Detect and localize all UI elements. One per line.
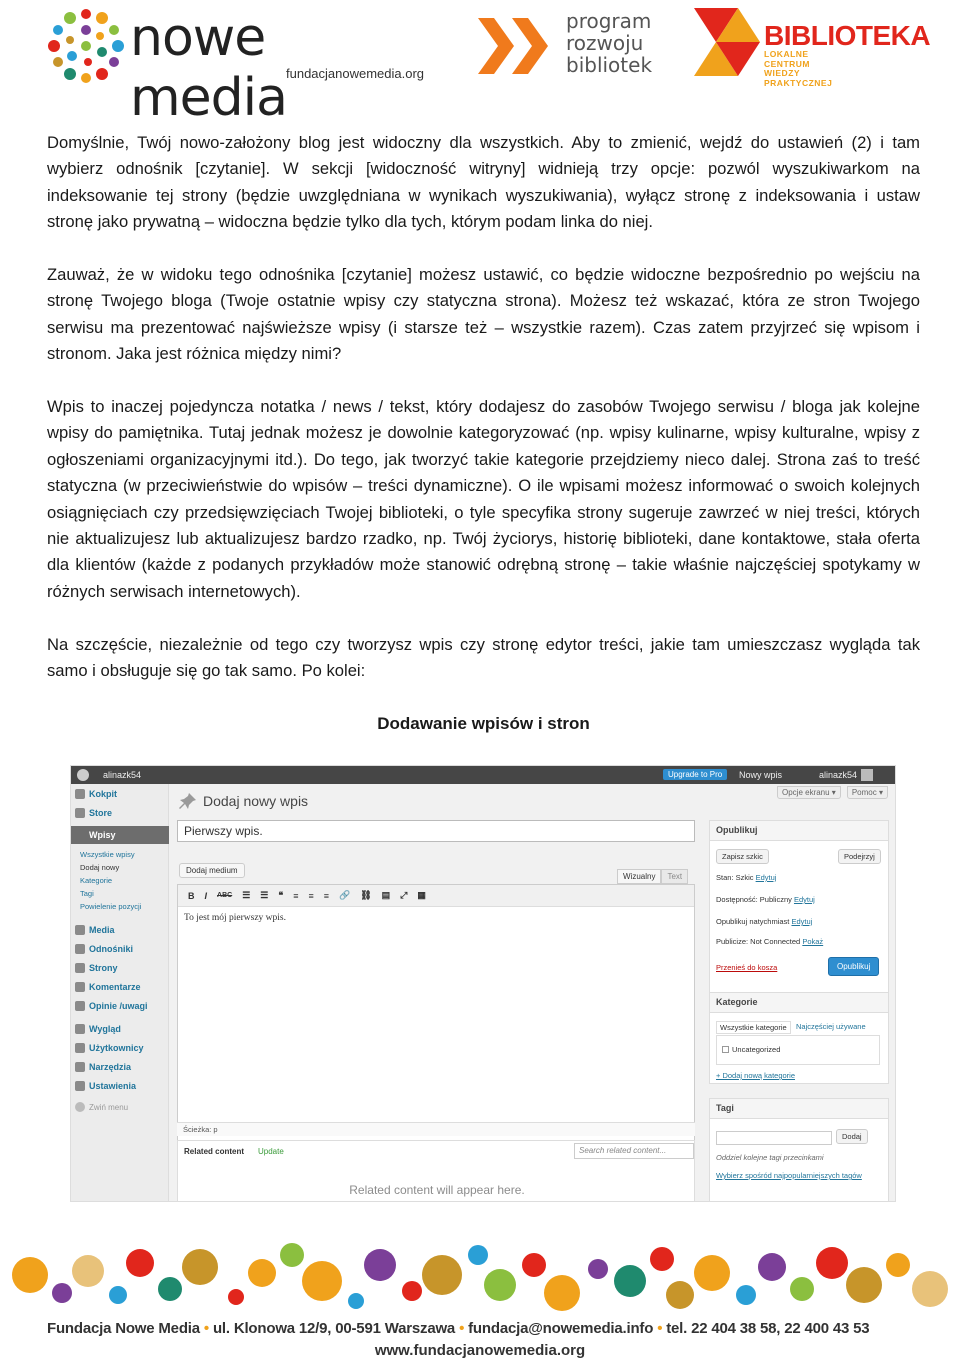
footer-dot	[248, 1259, 276, 1287]
add-media-button[interactable]: Dodaj medium	[179, 863, 245, 878]
sidebar-item-label: Wygląd	[89, 1024, 121, 1034]
program-rozwoju-bibliotek-logo	[478, 10, 678, 80]
footer-dot	[422, 1255, 462, 1295]
store-icon	[75, 808, 85, 818]
program-line: rozwoju	[566, 31, 644, 55]
editor-toolbar	[178, 885, 694, 907]
users-icon	[75, 1043, 85, 1053]
new-post-link[interactable]: Nowy wpis	[739, 770, 783, 780]
page-title	[179, 792, 308, 810]
strikethrough-button[interactable]: ABC	[217, 892, 233, 899]
screen-options-button[interactable]: Opcje ekranu ▾	[777, 786, 841, 799]
footer-contact-line: Fundacja Nowe Media • ul. Klonowa 12/9, 00-591 Warszawa • fundacja@nowemedia.info • tel. 22 404 38 58, 22 400 43 53	[47, 1320, 870, 1337]
checkbox-icon[interactable]	[722, 1046, 729, 1053]
paragraph: Zauważ, że w widoku tego odnośnika [czytanie] możesz ustawić, co będzie widoczne bezpośrednio po wejściu na stronę Twojego bloga (Twoje ostatnie wpisy czy statyczna strona). Możesz też wskazać, która ze stron Twojego serwisu ma prezentować najświeższe wpisy (i starsze też – wszystkie razem). Czas zatem przyjrzeć się wpisom i stronom. Jaka jest różnica między nimi?	[47, 265, 920, 364]
show-publicize-link[interactable]: Pokaż	[802, 937, 824, 946]
sidebar-item-feedback[interactable]	[75, 998, 148, 1014]
trash-wrap	[716, 963, 777, 972]
insert-link-button[interactable]: 🔗	[338, 890, 351, 900]
categories-box	[709, 992, 889, 1084]
editor-content[interactable]: To jest mój pierwszy wpis.	[184, 913, 286, 923]
footer-dot	[816, 1247, 848, 1279]
footer-dot	[886, 1253, 910, 1277]
sidebar-item-links[interactable]	[75, 941, 133, 957]
footer-dot	[158, 1277, 182, 1301]
wordpress-screenshot	[70, 765, 896, 1202]
biblioteka-sub-line: LOKALNE	[764, 49, 809, 59]
footer-url[interactable]: www.fundacjanowemedia.org	[374, 1342, 586, 1359]
document-body	[47, 130, 920, 737]
collapse-icon	[75, 1102, 85, 1112]
footer-dot	[912, 1271, 948, 1307]
address: ul. Klonowa 12/9, 00-591 Warszawa	[212, 1320, 456, 1337]
italic-button[interactable]: I	[204, 890, 208, 901]
preview-wrap	[838, 849, 881, 864]
footer-dot	[650, 1247, 674, 1271]
admin-bar-user[interactable]: alinazk54	[819, 770, 858, 780]
sidebar-item-label: Opinie /uwagi	[89, 1001, 148, 1011]
upgrade-button[interactable]: Upgrade to Pro	[663, 769, 727, 780]
wordpress-logo-icon[interactable]	[77, 769, 89, 781]
related-search-input[interactable]: Search related content...	[574, 1143, 694, 1159]
comments-icon	[75, 982, 85, 992]
nowe-media-logo	[46, 6, 436, 128]
media-icon	[75, 925, 85, 935]
footer-dot	[348, 1293, 364, 1309]
post-title-input[interactable]: Pierwszy wpis.	[177, 820, 695, 842]
edit-status-link[interactable]: Edytuj	[755, 873, 777, 882]
publish-actions	[716, 849, 769, 864]
tab-visual[interactable]: Wizualny	[617, 869, 661, 884]
categories-box-title: Kategorie	[710, 993, 888, 1013]
sidebar-item-label: Komentarze	[89, 982, 141, 992]
footer-dot	[522, 1253, 546, 1277]
post-status-text: Stan: Szkic	[716, 873, 754, 882]
publish-box	[709, 820, 889, 996]
tags-box	[709, 1098, 889, 1202]
sidebar-collapse[interactable]	[75, 1099, 128, 1115]
links-icon	[75, 944, 85, 954]
footer-dot	[846, 1267, 882, 1303]
phone: tel. 22 404 38 58, 22 400 43 53	[666, 1320, 870, 1337]
related-content-box	[177, 1140, 695, 1202]
publish-box-title: Opublikuj	[710, 821, 888, 841]
related-placeholder: Related content will appear here.	[349, 1183, 525, 1197]
paragraph: Domyślnie, Twój nowo-założony blog jest widoczny dla wszystkich. Aby to zmienić, wejdź do ustawień (2) i tam wybierz odnośnik [czytanie]. W sekcji [widoczność witryny] widnieją trzy opcje: pozwól wyszukiwarkom na indeksowanie tej strony (będzie uwzględniana w wynikach wyszukiwania), wyłącz stronę z indeksowania i ustaw stronę jako prywatną – widoczna będzie tylko dla tych, którym podam linka do niej.	[47, 133, 920, 232]
edit-post-area	[177, 784, 896, 1202]
biblioteka-sub-line: PRAKTYCZNEJ	[764, 77, 833, 88]
footer-dot	[484, 1269, 516, 1301]
tags-box-title: Tagi	[710, 1099, 888, 1119]
program-line: bibliotek	[566, 53, 653, 77]
tools-icon	[75, 1062, 85, 1072]
fullscreen-button[interactable]: ⤢	[400, 890, 408, 900]
unlink-button[interactable]: ⛓	[360, 890, 372, 900]
footer-dot	[758, 1253, 786, 1281]
sidebar-sub-tags[interactable]: Tagi	[80, 889, 94, 898]
tab-popular-categories[interactable]: Najczęściej używane	[796, 1022, 866, 1031]
sidebar-item-label: Narzędzia	[89, 1062, 132, 1072]
footer-dot	[614, 1265, 646, 1297]
align-center-button[interactable]: ≡	[308, 890, 314, 901]
biblioteka-title: BIBLIOTEKA	[764, 20, 931, 51]
page-header	[0, 0, 960, 128]
edit-schedule-link[interactable]: Edytuj	[791, 917, 813, 926]
footer-dot	[280, 1243, 304, 1267]
footer-dot	[694, 1255, 730, 1291]
post-status	[716, 873, 776, 882]
add-category-link[interactable]: + Dodaj nową kategorie	[716, 1071, 796, 1080]
footer-dot	[302, 1261, 342, 1301]
sidebar-sub-categories[interactable]: Kategorie	[80, 876, 113, 885]
biblioteka-emblem-icon	[694, 8, 762, 76]
footer-dot	[588, 1259, 608, 1279]
decorative-dots	[0, 1215, 960, 1315]
footer-dot	[182, 1249, 218, 1285]
publicize	[716, 937, 823, 946]
avatar[interactable]	[861, 769, 873, 781]
editor-path: Ścieżka: p	[177, 1122, 695, 1136]
sidebar-sub-add-new[interactable]: Dodaj nowy	[80, 863, 120, 872]
category-item[interactable]	[722, 1045, 780, 1054]
kitchen-sink-button[interactable]: ▦	[417, 890, 426, 900]
footer-dot	[12, 1257, 48, 1293]
program-line: program	[566, 9, 652, 33]
biblioteka-sub-line: WIEDZY	[764, 68, 801, 78]
footer-dot	[72, 1255, 104, 1287]
post-visibility	[716, 895, 815, 904]
paragraph: Na szczęście, niezależnie od tego czy tworzysz wpis czy stronę edytor treści, jakie tam umieszczasz wygląda tak samo i obsługuje się go tak samo. Po kolei:	[47, 634, 920, 681]
footer-dot	[468, 1245, 488, 1265]
footer-dot	[402, 1281, 422, 1301]
move-to-trash-link[interactable]: Przenieś do kosza	[716, 963, 778, 972]
add-tag-button[interactable]: Dodaj	[836, 1129, 868, 1144]
category-item-label: Uncategorized	[732, 1045, 781, 1054]
sidebar-item-label: Ustawienia	[89, 1081, 137, 1091]
biblioteka-subtitle	[764, 50, 832, 88]
nowe-media-wordmark: nowe media	[130, 8, 287, 128]
visibility-text: Dostępność: Publiczny	[716, 895, 792, 904]
tags-hint: Oddziel kolejne tagi przecinkami	[716, 1153, 824, 1162]
blockquote-button[interactable]: ❝	[278, 890, 284, 900]
bullet-list-button[interactable]: ☰	[242, 890, 251, 900]
program-text	[566, 10, 652, 76]
footer-dot	[736, 1285, 756, 1305]
footer-dot	[52, 1283, 72, 1303]
footer-dot	[790, 1277, 814, 1301]
numbered-list-button[interactable]: ☰	[260, 890, 269, 900]
nowe-media-url: fundacjanowemedia.org	[286, 66, 425, 81]
tab-text[interactable]: Text	[661, 869, 688, 884]
save-draft-button[interactable]: Zapisz szkic	[716, 849, 769, 864]
paragraph: Wpis to inaczej pojedyncza notatka / news / tekst, który dodajesz do zasobów Twojego serwisu / bloga jak kolejne wpisy do pamiętnika. Tutaj jednak możesz je dowolnie kategoryzować (np. wpisy kulinarne, wpisy kulturalne, wpisy z ogłoszeniami organizacyjnymi itd.). Do tego, jak tworzyć takie kategorie przejdziemy nieco dalej. Strona zaś to treść statyczna (w przeciwieństwie do wpisów – treści dynamiczne). O ile wpisami możesz informować o swoich kolejnych osiągnięciach czy przedsięwzięciach Twojej biblioteki, o tyle specyfika strony sugeruje zawrzeć w niej treści, których nie aktualizujesz lub aktualizujesz bardzo rzadko, np. Twój życiorys, historię biblioteki, dane kontaktowe, stała oferta dla klientów (każde z podanych przykładów może stanowić odrębną stronę – takie właśnie najczęściej spotykamy w różnych serwisach internetowych).	[47, 397, 920, 601]
sidebar-item-appearance[interactable]	[75, 1021, 121, 1037]
align-left-button[interactable]: ≡	[293, 890, 299, 901]
preview-button[interactable]: Podejrzyj	[838, 849, 881, 864]
footer-dot	[126, 1249, 154, 1277]
sidebar-item-label: Kokpit	[89, 789, 117, 799]
help-button[interactable]: Pomoc ▾	[847, 786, 888, 799]
sidebar-item-media[interactable]	[75, 922, 115, 938]
admin-bar-site[interactable]: alinazk54	[103, 770, 142, 780]
sidebar-item-store[interactable]	[75, 805, 112, 821]
edit-visibility-link[interactable]: Edytuj	[793, 895, 815, 904]
more-tag-button[interactable]: ▤	[381, 890, 391, 900]
dashboard-icon	[75, 789, 85, 799]
dots-circle-icon	[46, 6, 126, 86]
footer-dot	[109, 1286, 127, 1304]
sidebar-item-label: Zwiń menu	[89, 1102, 129, 1112]
add-tag-wrap	[836, 1129, 868, 1144]
sidebar-item-kokpit[interactable]	[75, 786, 117, 802]
double-chevron-icon	[478, 18, 554, 74]
appearance-icon	[75, 1024, 85, 1034]
footer-dot	[544, 1275, 580, 1311]
sidebar-item-label: Odnośniki	[89, 944, 134, 954]
section-heading: Dodawanie wpisów i stron	[377, 713, 590, 733]
sidebar-item-pages[interactable]	[75, 960, 118, 976]
pages-icon	[75, 963, 85, 973]
sidebar-item-label: Strony	[89, 963, 118, 973]
publish-schedule	[716, 917, 812, 926]
sidebar-sub-duplicate[interactable]: Powielenie pozycji	[80, 902, 142, 911]
bold-button[interactable]: B	[188, 890, 195, 901]
foundation-name: Fundacja Nowe Media	[47, 1320, 200, 1337]
related-content-label: Related content	[184, 1147, 245, 1156]
sidebar-item-comments[interactable]	[75, 979, 141, 995]
sidebar-sub-all-posts[interactable]: Wszystkie wpisy	[80, 850, 135, 859]
sidebar-item-settings[interactable]	[75, 1078, 136, 1094]
choose-tags-link[interactable]: Wybierz spośród najpopularniejszych tagów	[716, 1171, 862, 1180]
schedule-text: Opublikuj natychmiast	[716, 917, 790, 926]
publish-button[interactable]: Opublikuj	[828, 957, 879, 976]
biblioteka-logo	[694, 8, 931, 88]
footer-dot	[364, 1249, 396, 1281]
screen-options-bar	[777, 786, 888, 799]
publish-wrap	[828, 957, 879, 976]
sidebar-item-tools[interactable]	[75, 1059, 131, 1075]
sidebar-item-label: Store	[89, 808, 113, 818]
page-title-text: Dodaj nowy wpis	[203, 793, 309, 809]
feedback-icon	[75, 1001, 85, 1011]
sidebar-item-wpisy[interactable]: Wpisy	[71, 826, 169, 844]
footer-dot	[666, 1281, 694, 1309]
post-editor[interactable]	[177, 884, 695, 1144]
settings-icon	[75, 1081, 85, 1091]
tags-input[interactable]	[716, 1131, 832, 1145]
email-link[interactable]: fundacja@nowemedia.info	[468, 1320, 654, 1337]
admin-sidebar	[71, 784, 169, 1202]
publicize-text: Publicize: Not Connected	[716, 937, 801, 946]
sidebar-item-users[interactable]	[75, 1040, 144, 1056]
biblioteka-sub-line: CENTRUM	[764, 58, 810, 69]
sidebar-item-label: Użytkownicy	[89, 1043, 144, 1053]
align-right-button[interactable]: ≡	[323, 890, 329, 901]
sidebar-item-label: Media	[89, 925, 115, 935]
page-footer	[0, 1215, 960, 1367]
editor-tabs	[617, 869, 688, 884]
admin-bar	[71, 766, 896, 784]
footer-dot	[228, 1289, 244, 1305]
related-update-button[interactable]: Update	[258, 1147, 284, 1156]
pushpin-icon	[179, 792, 197, 810]
tab-all-categories[interactable]: Wszystkie kategorie	[716, 1021, 791, 1034]
